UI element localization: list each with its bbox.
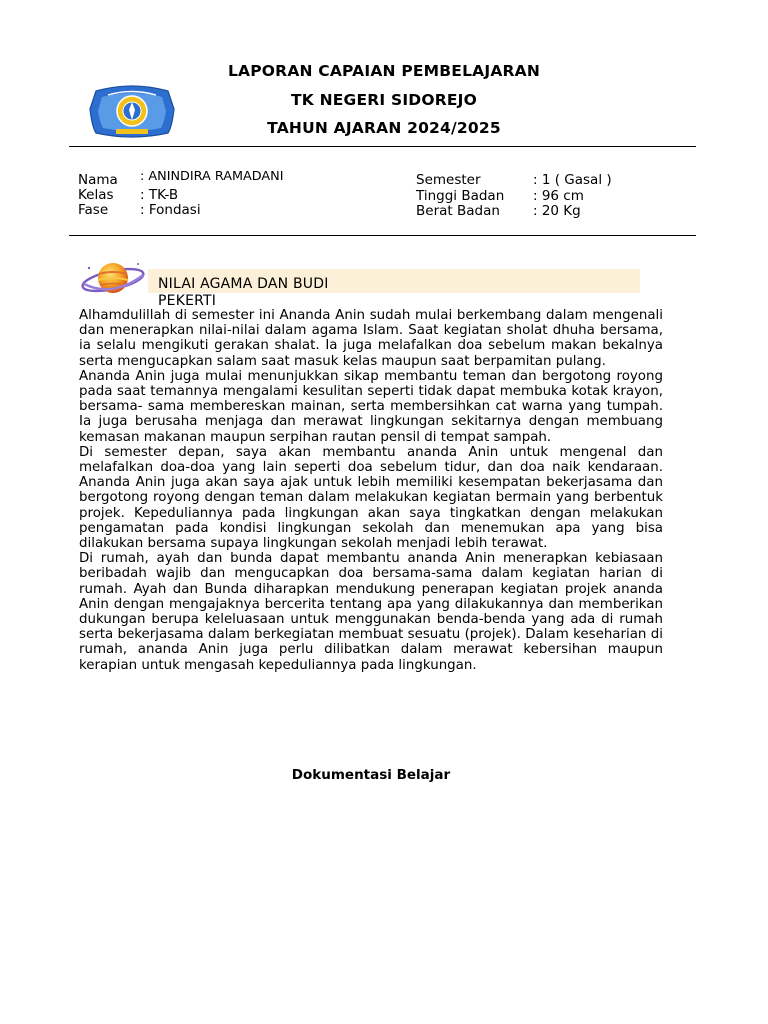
info-row-tinggi [416,189,612,205]
documentation-title: Dokumentasi Belajar [291,767,451,783]
section-title: NILAI AGAMA DAN BUDI PEKERTI [158,276,329,309]
info-row-kelas [78,188,284,204]
info-label: Semester [416,172,481,188]
info-value: : Fondasi [140,202,201,218]
info-value: : ANINDIRA RAMADANI [140,169,284,184]
report-title: LAPORAN CAPAIAN PEMBELAJARAN [227,62,541,80]
info-row-berat [416,204,612,220]
info-label: Nama [78,172,118,188]
info-label: Tinggi Badan [416,187,505,204]
student-info-right [416,173,612,220]
info-row-semester [416,173,612,189]
info-value: : TK-B [140,186,179,203]
info-label: Kelas [78,186,114,203]
info-row-fase [78,203,284,219]
paragraph: Ananda Anin juga mulai menunjukkan sikap membantu teman dan bergotong royong pada saat temannya mengalami kesulitan seperti tidak dapat membuka kotak krayon, bersama- sama membereskan mainan, serta membersihkan cat warna yang tumpah. Ia juga berusaha menjaga dan merawat lingkungan sekitarnya dengan membuang kemasan makanan maupun serpihan rautan pensil di tempat sampah. [79,368,663,445]
info-row-nama [78,169,284,189]
info-label: Berat Badan [416,203,500,219]
student-info-left [78,169,284,219]
info-value: : 96 cm [533,187,584,204]
section-body [79,308,663,673]
info-divider [69,235,696,236]
header-divider [69,146,696,147]
paragraph: Alhamdulillah di semester ini Ananda Anin sudah mulai berkembang dalam mengenali dan menerapkan nilai-nilai dalam agama Islam. Saat kegiatan sholat dhuha bersama, ia selalu mengikuti gerakan shalat. Ia juga melafalkan doa sebelum makan bekalnya serta mengucapkan salam saat masuk kelas maupun saat berpamitan pulang. [79,308,663,369]
paragraph: Di semester depan, saya akan membantu ananda Anin untuk mengenal dan melafalkan doa-doa yang lain seperti doa sebelum tidur, dan doa naik kendaraan. Ananda Anin juga akan saya ajak untuk lebih memiliki kesempatan bekerjasama dan bergotong royong dengan teman dalam melakukan kegiatan bermain yang berbentuk projek. Kepeduliannya pada lingkungan akan saya tingkatkan dengan melakukan pengamatan pada kondisi lingkungan sekolah dan menemukan apa yang bisa dilakukan bersama supaya lingkungan sekolah menjadi lebih terawat. [79,444,663,552]
info-value: : 1 ( Gasal ) [533,172,612,188]
info-value: : 20 Kg [533,203,581,219]
paragraph: Di rumah, ayah dan bunda dapat membantu ananda Anin menerapkan kebiasaan beribadah wajib dan mengucapkan doa bersama-sama dalam kegiatan harian di rumah. Ayah dan Bunda diharapkan mendukung penerapan kegiatan projek ananda Anin dengan mengajaknya bercerita tentang apa yang dilakukannya dan memberikan dukungan berupa keleluasaan untuk menggunakan benda-benda yang ada di rumah serta bekerjasama dalam berkegiatan membuat sesuatu (projek). Dalam keseharian di rumah, ananda Anin juga perlu dilibatkan dalam merawat kebersihan maupun kerapian untuk mengasah kepeduliannya pada lingkungan. [79,551,663,673]
school-name: TK NEGERI SIDOREJO [291,91,477,109]
info-label: Fase [78,202,109,218]
planet-icon [80,258,146,298]
academic-year: TAHUN AJARAN 2024/2025 [267,119,501,137]
